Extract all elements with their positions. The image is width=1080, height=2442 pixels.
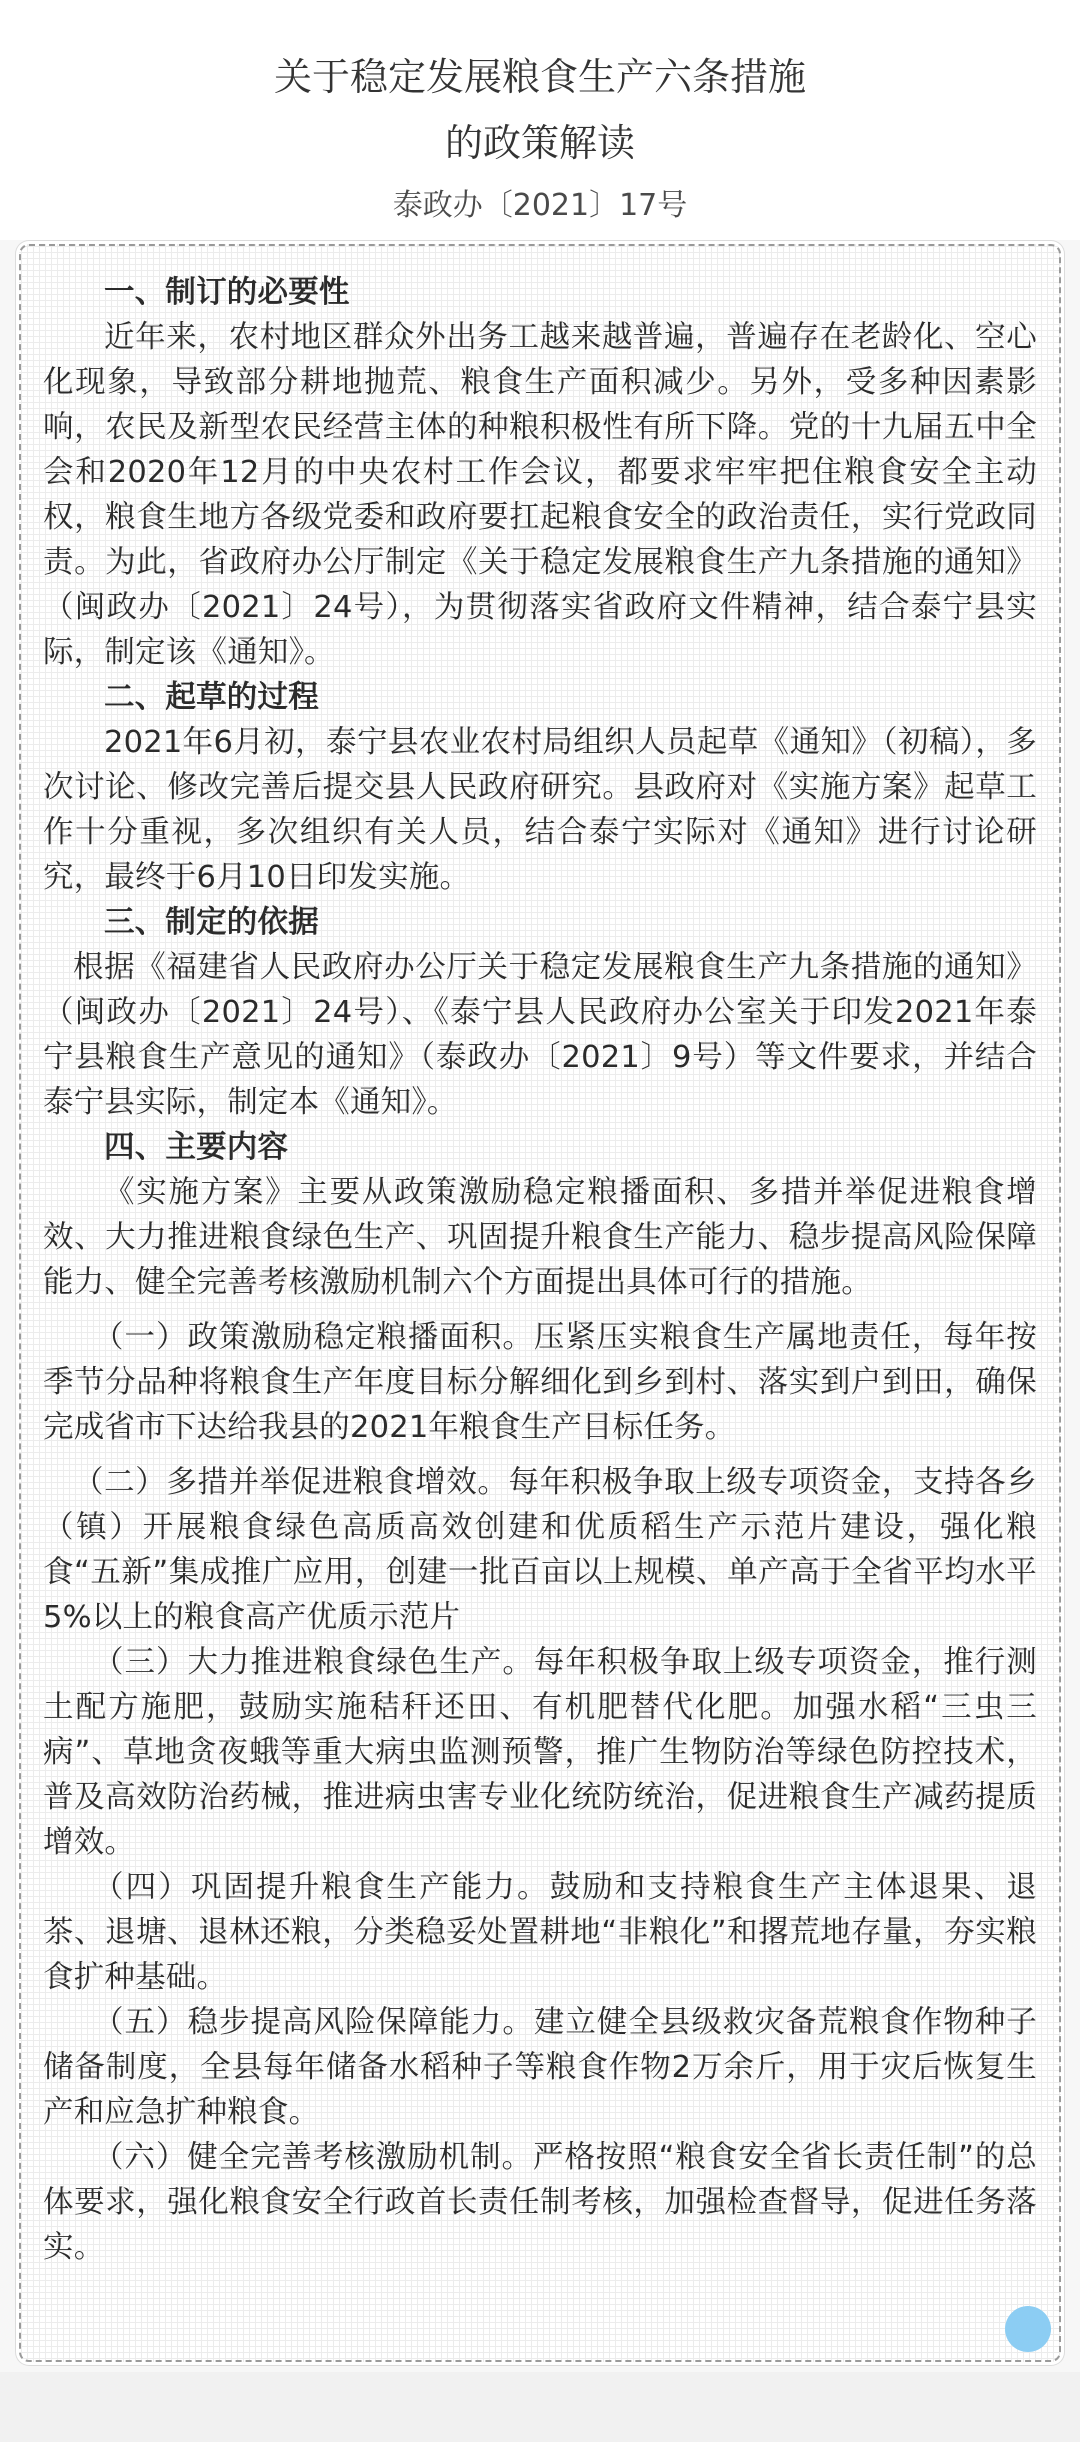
measure-item: （一）政策激励稳定粮播面积。压紧压实粮食生产属地责任，每年按季节分品种将粮食生产年度目标分解细化到乡到村、落实到户到田，确保完成省市下达给我县的2021年粮食生产目标任务。: [43, 1320, 1037, 1445]
measure-item: （四）巩固提升粮食生产能力。鼓励和支持粮食生产主体退果、退茶、退塘、退林还粮，分类稳妥处置耕地“非粮化”和撂荒地存量，夯实粮食扩种基础。: [43, 1870, 1037, 1995]
document-title-line-1: 关于稳定发展粮食生产六条措施: [273, 55, 806, 99]
section-intro-main-content: 《实施方案》主要从政策激励稳定粮播面积、多措并举促进粮食增效、大力推进粮食绿色生产、巩固提升粮食生产能力、稳步提高风险保障能力、健全完善考核激励机制六个方面提出具体可行的措施。: [43, 1175, 1037, 1300]
document-title-line-2: 的政策解读: [444, 121, 635, 165]
section-heading-necessity: 一、制订的必要性: [104, 275, 350, 310]
bottom-spacer: [0, 2372, 1080, 2442]
measure-item: （六）健全完善考核激励机制。严格按照“粮食安全省长责任制”的总体要求，强化粮食安全行政首长责任制考核，加强检查督导，促进任务落实。: [43, 2140, 1037, 2265]
measure-item: （三）大力推进粮食绿色生产。每年积极争取上级专项资金，推行测土配方施肥，鼓励实施秸秆还田、有机肥替代化肥。加强水稻“三虫三病”、草地贪夜蛾等重大病虫监测预警，推广生物防治等绿色防控技术，普及高效防治药械，推进病虫害专业化统防统治，促进粮食生产减药提质增效。: [43, 1645, 1037, 1860]
measure-item: （二）多措并举促进粮食增效。每年积极争取上级专项资金，支持各乡（镇）开展粮食绿色高质高效创建和优质稻生产示范片建设，强化粮食“五新”集成推广应用，创建一批百亩以上规模、单产高于全省平均水平5%以上的粮食高产优质示范片: [43, 1465, 1037, 1635]
section-heading-drafting: 二、起草的过程: [104, 680, 319, 715]
document-body-card: [19, 244, 1061, 2362]
section-body-necessity: 近年来，农村地区群众外出务工越来越普遍，普遍存在老龄化、空心化现象，导致部分耕地抛荒、粮食生产面积减少。另外，受多种因素影响，农民及新型农民经营主体的种粮积极性有所下降。党的十九届五中全会和2020年12月的中央农村工作会议，都要求牢牢把住粮食安全主动权，粮食生地方各级党委和政府要扛起粮食安全的政治责任，实行党政同责。为此，省政府办公厅制定《关于稳定发展粮食生产九条措施的通知》（闽政办〔2021〕24号），为贯彻落实省政府文件精神，结合泰宁县实际，制定该《通知》。: [43, 320, 1037, 670]
section-heading-main-content: 四、主要内容: [104, 1130, 289, 1165]
section-body-basis: 根据《福建省人民政府办公厅关于稳定发展粮食生产九条措施的通知》（闽政办〔2021〕24号）、《泰宁县人民政府办公室关于印发2021年泰宁县粮食生产意见的通知》（泰政办〔2021〕9号）等文件要求，并结合泰宁县实际，制定本《通知》。: [43, 950, 1037, 1120]
document-header: [0, 0, 1080, 240]
document-number: 泰政办〔2021〕17号: [392, 188, 688, 223]
section-body-drafting: 2021年6月初，泰宁县农业农村局组织人员起草《通知》（初稿），多次讨论、修改完善后提交县人民政府研究。县政府对《实施方案》起草工作十分重视，多次组织有关人员，结合泰宁实际对《通知》进行讨论研究，最终于6月10日印发实施。: [43, 725, 1037, 895]
corner-badge-icon[interactable]: [1005, 2306, 1051, 2352]
measure-item: （五）稳步提高风险保障能力。建立健全县级救灾备荒粮食作物种子储备制度，全县每年储备水稻种子等粮食作物2万余斤，用于灾后恢复生产和应急扩种粮食。: [43, 2005, 1037, 2130]
document-content: [43, 270, 1037, 2270]
section-heading-basis: 三、制定的依据: [104, 905, 319, 940]
